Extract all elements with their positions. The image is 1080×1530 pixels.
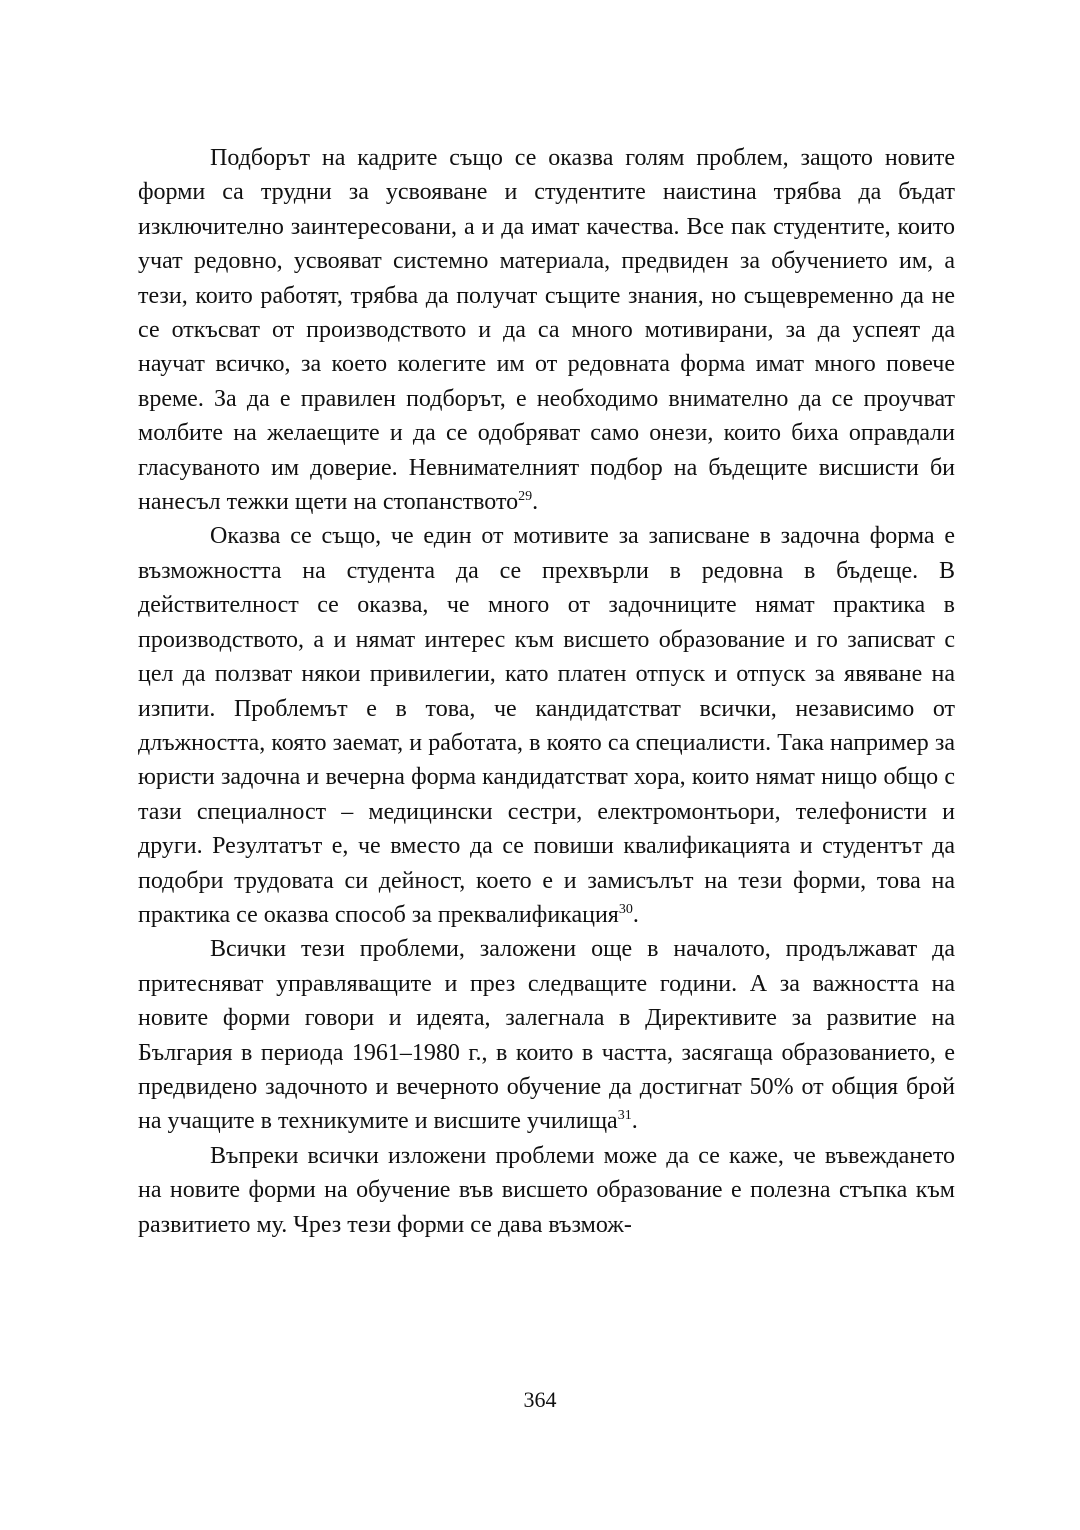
paragraph-2-text: Оказва се също, че един от мотивите за записване в задочна форма е възможността на студента да се прехвърли в редовна в бъдеще. В действителност се оказва, че много от задочниците нямат практика в производството, а и нямат интерес към висшето образование и го записват с цел да ползват някои привилегии, като платен отпуск и отпуск за явяване на изпити. Проблемът е в това, че кандидатстват всички, независимо от длъжността, която заемат, и работата, в която са специалисти. Така например за юристи задочна и вечерна форма кандидатстват хора, които нямат нищо общо с тази специалност – медицински сестри, електромонтьори, телефонисти и други. Резултатът е, че вместо да се повиши квалификацията и студентът да подобри трудовата си дейност, което е и замисълът на тези форми, това на практика се оказва способ за преквалификация <box>138 523 955 928</box>
paragraph-1 <box>138 141 955 519</box>
page-body <box>138 141 955 1242</box>
paragraph-3-end: . <box>631 1108 638 1135</box>
footnote-ref-31[interactable]: 31 <box>617 1108 632 1124</box>
footnote-ref-29[interactable]: 29 <box>518 489 533 505</box>
page-number: 364 <box>523 1387 557 1412</box>
paragraph-2 <box>138 519 955 932</box>
paragraph-3 <box>138 932 955 1138</box>
paragraph-4 <box>138 1139 955 1242</box>
paragraph-2-end: . <box>632 901 639 928</box>
paragraph-1-text: Подборът на кадрите също се оказва голям проблем, защото новите форми са трудни за усвояване и студентите наистина трябва да бъдат изключително заинтересовани, а и да имат качества. Все пак студентите, които учат редовно, усвояват системно материала, предвиден за обучението им, а тези, които работят, трябва да получат същите знания, но същевременно да не се откъсват от производството и да са много мотивирани, за да успеят да научат всичко, за което колегите им от редовната форма имат много повече време. За да е правилен подборът, е необходимо внимателно да се проучват молбите на желаещите и да се одобряват само онези, които биха оправдали гласуваното им доверие. Невнимателният подбор на бъдещите висшисти би нанесъл тежки щети на стопанството <box>138 145 955 516</box>
paragraph-4-text: Въпреки всички изложени проблеми може да се каже, че въвеждането на новите форми на обучение във висшето образование е полезна стъпка към развитието му. Чрез тези форми се дава възмож- <box>138 1142 955 1238</box>
paragraph-3-text: Всички тези проблеми, заложени още в началото, продължават да притесняват управляващите и през следващите години. А за важността на новите форми говори и идеята, залегнала в Директивите за развитие на България в периода 1961–1980 г., в които в частта, засягаща образованието, е предвидено задочното и вечерното обучение да достигнат 50% от общия брой на учащите в техникумите и висшите училища <box>138 936 955 1135</box>
paragraph-1-end: . <box>532 489 539 516</box>
footnote-ref-30[interactable]: 30 <box>618 901 633 917</box>
